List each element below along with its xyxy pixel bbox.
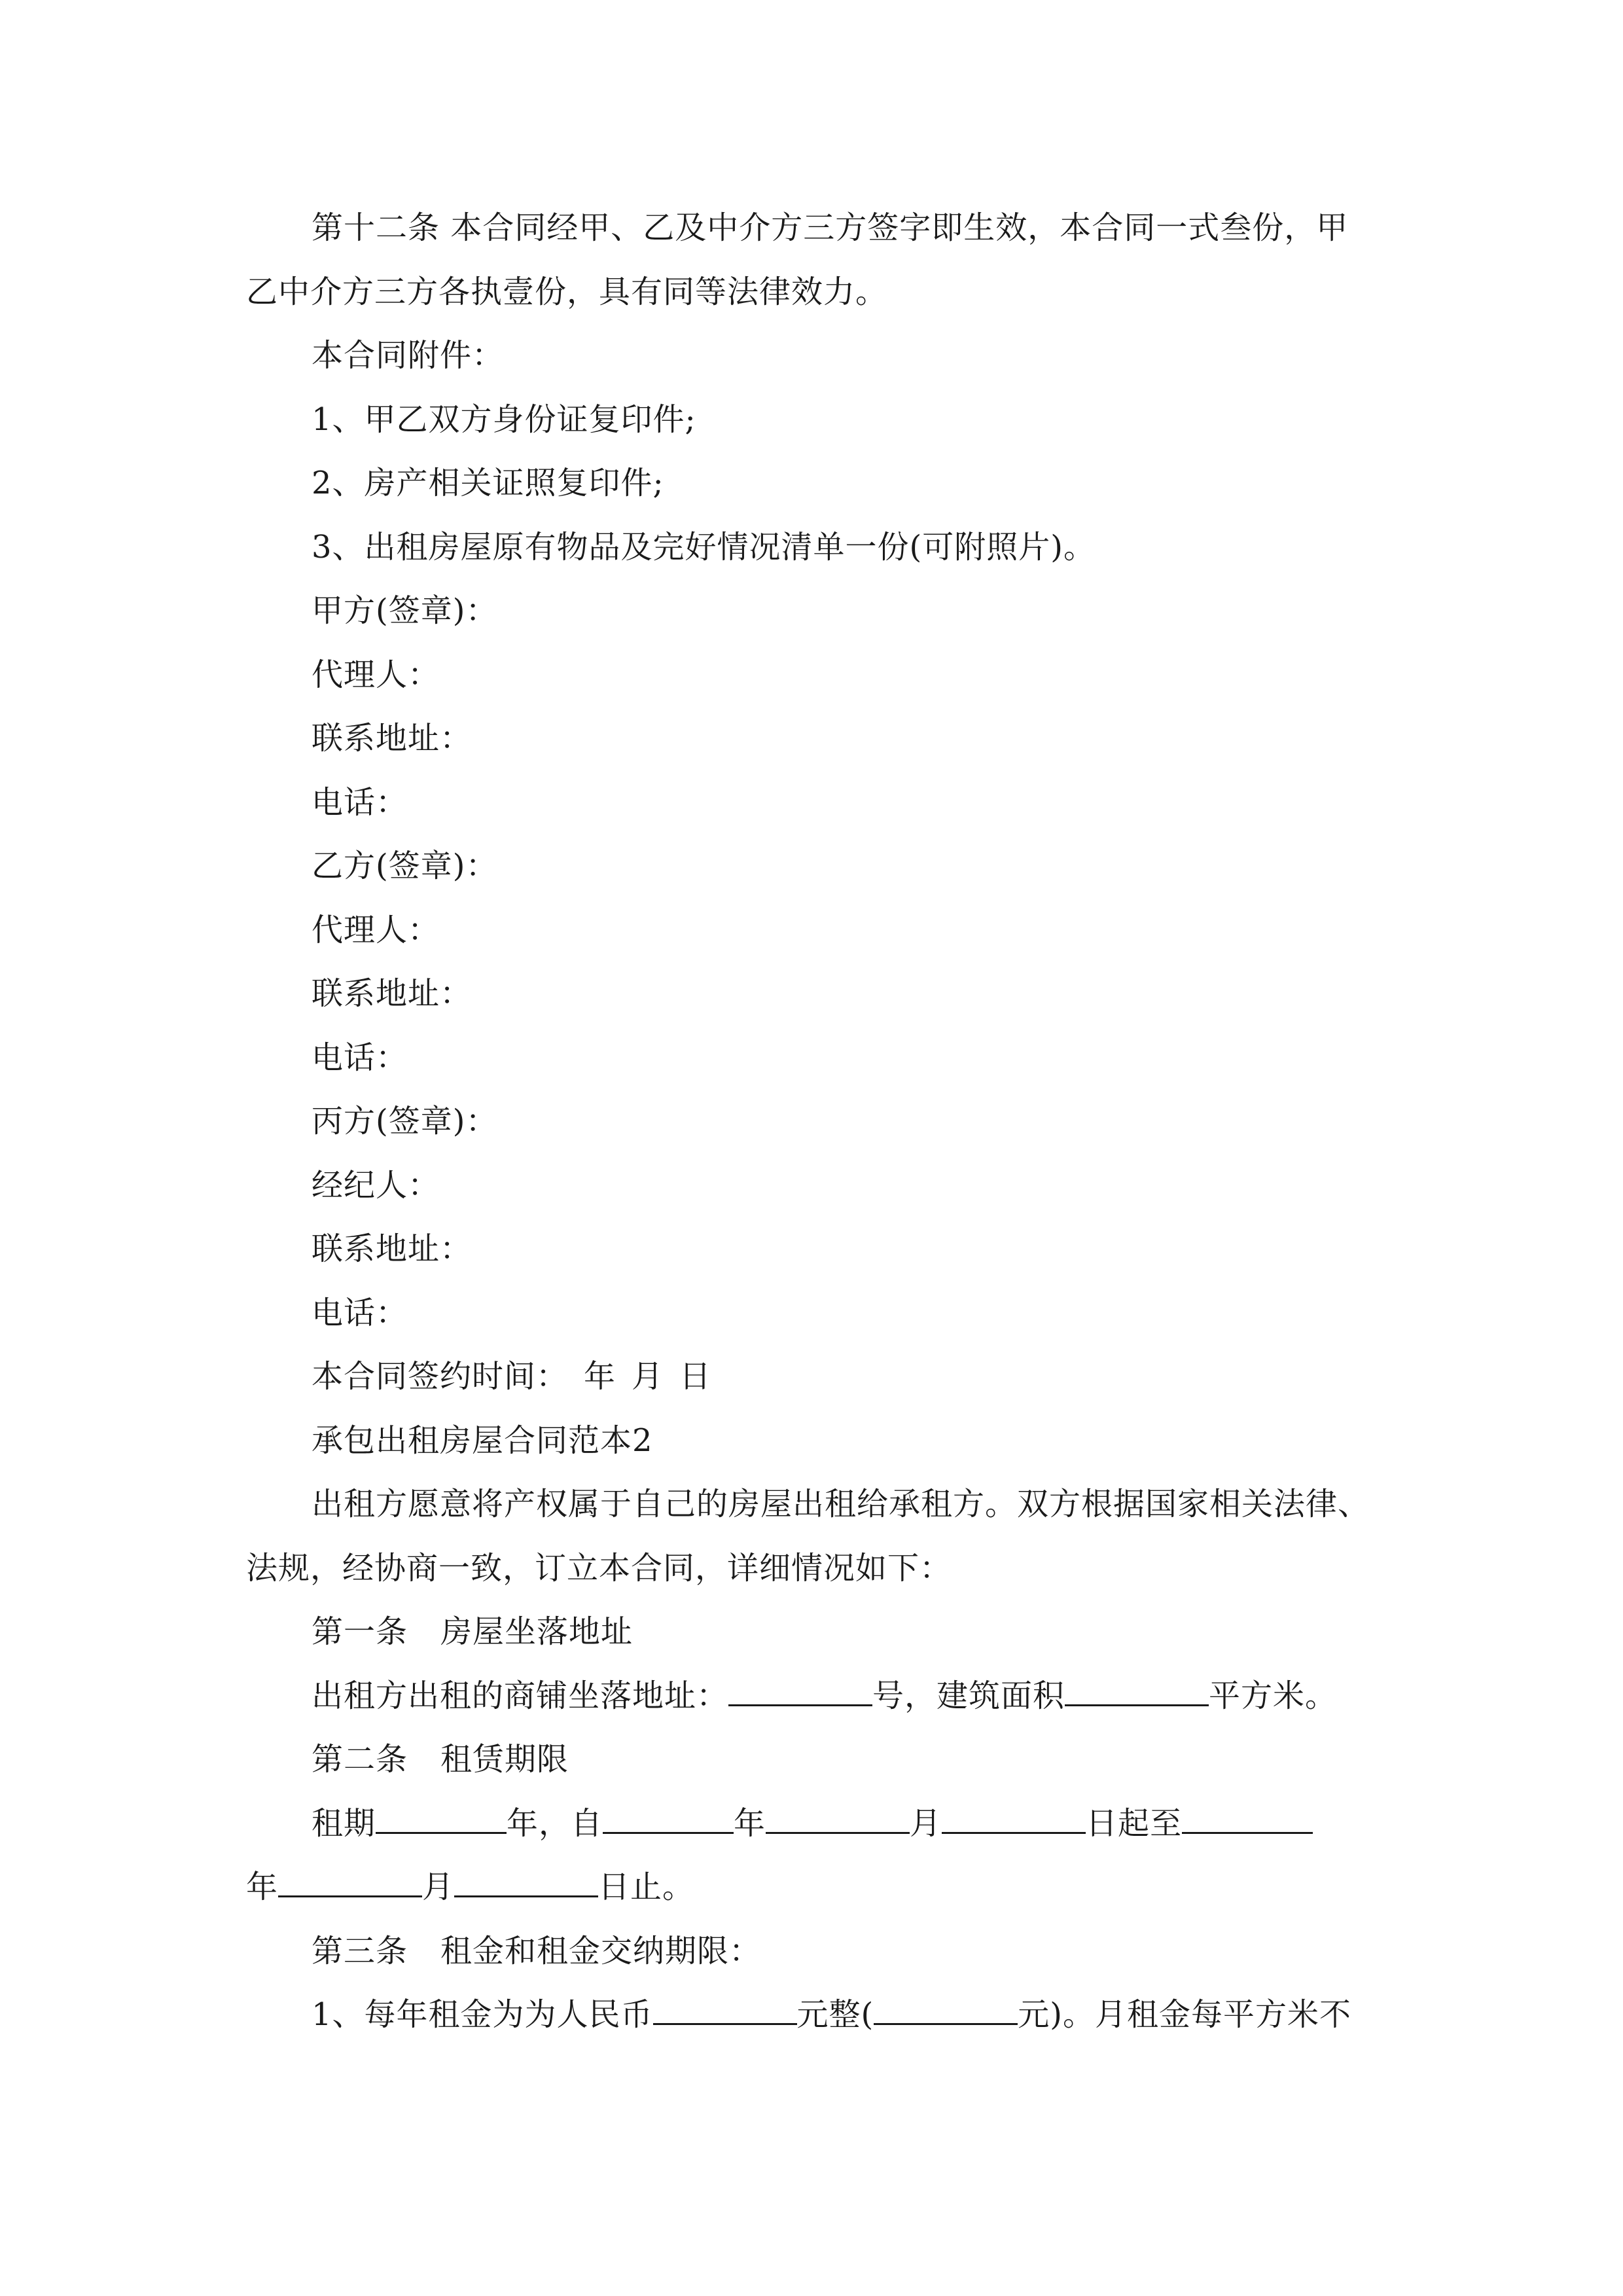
signing-time-year: 年 xyxy=(584,1358,616,1395)
end-day-label: 日止。 xyxy=(598,1869,695,1905)
start-to-label: 日起至 xyxy=(1086,1804,1183,1842)
party-c-agent: 经纪人： xyxy=(312,1166,440,1204)
attachment-item-3: 3、出租房屋原有物品及完好情况清单一份(可附照片)。 xyxy=(312,528,1096,565)
party-b-address: 联系地址： xyxy=(312,975,473,1012)
end-month-label: 月 xyxy=(422,1869,455,1905)
area-blank[interactable] xyxy=(1065,1678,1209,1706)
party-a-address: 联系地址： xyxy=(312,720,473,757)
party-c-phone: 电话： xyxy=(312,1294,408,1331)
rent-amount-numeric-blank[interactable] xyxy=(874,1997,1018,2025)
rent-yuan-open: 元整( xyxy=(796,1996,874,2033)
address-label: 出租方出租的商铺坐落地址： xyxy=(312,1677,729,1714)
article-2-title: 租赁期限 xyxy=(440,1741,569,1778)
attachment-item-1: 1、甲乙双方身份证复印件; xyxy=(312,401,696,438)
end-month-blank[interactable] xyxy=(278,1869,422,1897)
rent-amount-blank[interactable] xyxy=(653,1997,797,2025)
address-number-blank[interactable] xyxy=(728,1678,872,1706)
signing-time xyxy=(246,1345,1398,1409)
template-2-title: 承包出租房屋合同范本2 xyxy=(312,1422,653,1459)
term-years-blank[interactable] xyxy=(376,1806,507,1834)
term-label: 租期 xyxy=(312,1804,376,1842)
party-b-phone: 电话： xyxy=(312,1039,408,1076)
article-1-address-line xyxy=(246,1664,1398,1729)
party-a-phone: 电话： xyxy=(312,783,408,821)
intro-line-2: 法规，经协商一致，订立本合同，详细情况如下： xyxy=(246,1549,952,1587)
article-3-heading xyxy=(246,1920,1398,1984)
document-body xyxy=(246,196,1398,2047)
article-1-title: 房屋坐落地址 xyxy=(440,1613,633,1650)
article-3-number: 第三条 xyxy=(312,1932,408,1969)
article-1-number: 第一条 xyxy=(312,1613,408,1650)
article-2-term-line-2 xyxy=(246,1856,1398,1920)
start-day-blank[interactable] xyxy=(942,1806,1086,1834)
article-2-term-line-1 xyxy=(246,1792,1398,1856)
rent-yuan-close: 元)。月租金每平方米不 xyxy=(1018,1996,1352,2033)
article-2-number: 第二条 xyxy=(312,1741,408,1778)
start-year-label: 年 xyxy=(734,1804,766,1842)
attachment-item-2: 2、房产相关证照复印件; xyxy=(312,465,664,501)
article-1-heading xyxy=(246,1600,1398,1664)
party-c-signature: 丙方(签章)： xyxy=(312,1103,498,1139)
end-year-label: 年 xyxy=(246,1869,279,1905)
party-b-signature: 乙方(签章)： xyxy=(312,848,498,884)
party-c-address: 联系地址： xyxy=(312,1230,473,1267)
number-suffix: 号，建筑面积 xyxy=(872,1677,1065,1714)
end-day-blank[interactable] xyxy=(454,1869,598,1897)
signing-time-month: 月 xyxy=(632,1358,664,1395)
attachments-title: 本合同附件： xyxy=(312,337,505,374)
clause-12-line-2: 乙中介方三方各执壹份，具有同等法律效力。 xyxy=(246,273,888,310)
term-year-from: 年，自 xyxy=(507,1804,603,1842)
article-3-title: 租金和租金交纳期限： xyxy=(440,1932,762,1969)
article-3-rent-line xyxy=(246,1983,1398,2047)
party-a-signature: 甲方(签章)： xyxy=(312,592,498,629)
intro-line-1: 出租方愿意将产权属于自己的房屋出租给承租方。双方根据国家相关法律、 xyxy=(312,1486,1370,1522)
clause-12-line-1: 第十二条 本合同经甲、乙及中介方三方签字即生效，本合同一式叁份，甲 xyxy=(312,209,1349,246)
area-unit: 平方米。 xyxy=(1209,1677,1338,1714)
party-a-agent: 代理人： xyxy=(312,656,440,693)
party-b-agent: 代理人： xyxy=(312,911,440,948)
signing-time-label: 本合同签约时间： xyxy=(312,1358,569,1395)
start-year-blank[interactable] xyxy=(603,1806,734,1834)
signing-time-day: 日 xyxy=(679,1358,712,1395)
rent-label: 1、每年租金为为人民币 xyxy=(312,1996,653,2033)
end-year-blank[interactable] xyxy=(1182,1806,1313,1834)
start-month-blank[interactable] xyxy=(766,1806,910,1834)
start-month-label: 月 xyxy=(910,1804,942,1842)
article-2-heading xyxy=(246,1728,1398,1792)
